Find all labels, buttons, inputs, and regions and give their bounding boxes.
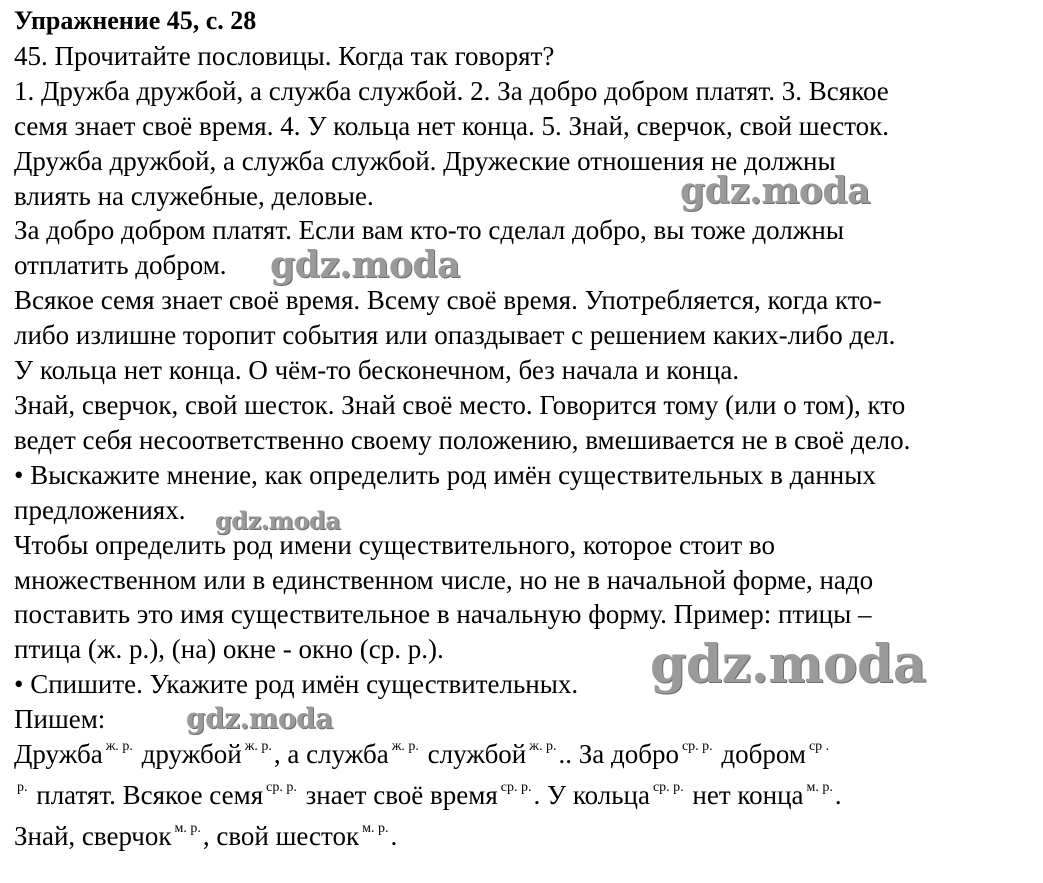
question-line: предложениях. (14, 494, 186, 525)
word: .. За добро (558, 739, 679, 770)
word: , свой шесток (202, 820, 360, 851)
question-line: • Выскажите мнение, как определить род имён существительных в данных (14, 459, 876, 490)
answer-line: птица (ж. р.), (на) окне - окно (ср. р.). (14, 634, 444, 665)
gender-mark: ср. р. (500, 779, 532, 795)
word: Знай, сверчок (14, 820, 172, 851)
word: добром (714, 739, 806, 770)
proverbs-line: 1. Дружба дружбой, а служба службой. 2. За добро добром платят. 3. Всякое (14, 75, 889, 106)
watermark: gdz.moda (270, 244, 460, 286)
watermark: gdz.moda (186, 702, 333, 735)
gender-mark: ср. р. (681, 739, 713, 755)
word: платят. Всякое семя (29, 779, 264, 810)
explanation-line: Знай, сверчок, свой шесток. Знай своё место. Говорится тому (или о том), кто (14, 389, 906, 420)
annotated-line (14, 778, 1039, 819)
answer-line: Чтобы определить род имени существительного, которое стоит во (14, 529, 775, 560)
gender-mark: ж. р. (529, 739, 557, 755)
task-text: 45. Прочитайте пословицы. Когда так говорят? (14, 40, 555, 71)
annotated-line (14, 819, 1039, 860)
explanation-line: У кольца нет конца. О чём-то бесконечном, без начала и конца. (14, 355, 740, 386)
gender-mark: ж. р. (105, 739, 133, 755)
word: . (390, 820, 398, 851)
watermark: gdz.moda (680, 170, 870, 212)
question-line: • Спишите. Укажите род имён существительных. (14, 669, 579, 700)
explanation-line: либо излишне торопит события или опаздывает с решением каких-либо дел. (14, 320, 896, 351)
explanation-line: влиять на служебные, деловые. (14, 180, 374, 211)
explanation-line: Дружба дружбой, а служба службой. Дружеские отношения не должны (14, 145, 836, 176)
gender-mark: ж. р. (391, 739, 419, 755)
exercise-title: Упражнение 45, с. 28 (14, 6, 257, 35)
word: нет конца (685, 779, 804, 810)
answer-line: множественном или в единственном числе, но не в начальной форме, надо (14, 564, 874, 595)
word: знает своё время (298, 779, 498, 810)
word: службой (420, 739, 527, 770)
gender-mark: м. р. (362, 820, 389, 836)
word: дружбой (134, 739, 242, 770)
explanation-line: За добро добром платят. Если вам кто-то сделал добро, вы тоже должны (14, 215, 845, 246)
explanation-line: ведет себя несоответственно своему положению, вмешивается не в своё дело. (14, 424, 911, 455)
annotated-line (14, 737, 1039, 778)
answer-line: поставить это имя существительное в начальную форму. Пример: птицы – (14, 599, 872, 630)
gender-mark: ср. р. (652, 779, 684, 795)
write-label: Пишем: (14, 704, 106, 735)
gender-mark: м. р. (174, 820, 201, 836)
explanation-line: отплатить добром. (14, 250, 227, 281)
explanation-line: Всякое семя знает своё время. Всему своё время. Употребляется, когда кто- (14, 285, 882, 316)
word: . (834, 779, 842, 810)
gender-mark: ж. р. (244, 739, 272, 755)
word: , а служба (273, 739, 389, 770)
word: . У кольца (533, 779, 650, 810)
gender-mark: м. р. (806, 779, 833, 795)
watermark: gdz.moda (650, 634, 927, 695)
gender-mark: ср. р. (266, 779, 297, 795)
watermark: gdz.moda (215, 506, 341, 535)
document-page (14, 4, 1039, 860)
word: Дружба (14, 739, 103, 770)
proverbs-line: семя знает своё время. 4. У кольца нет конца. 5. Знай, сверчок, свой шесток. (14, 110, 890, 141)
gender-mark: р. (17, 779, 28, 795)
gender-mark: ср . (808, 739, 830, 755)
